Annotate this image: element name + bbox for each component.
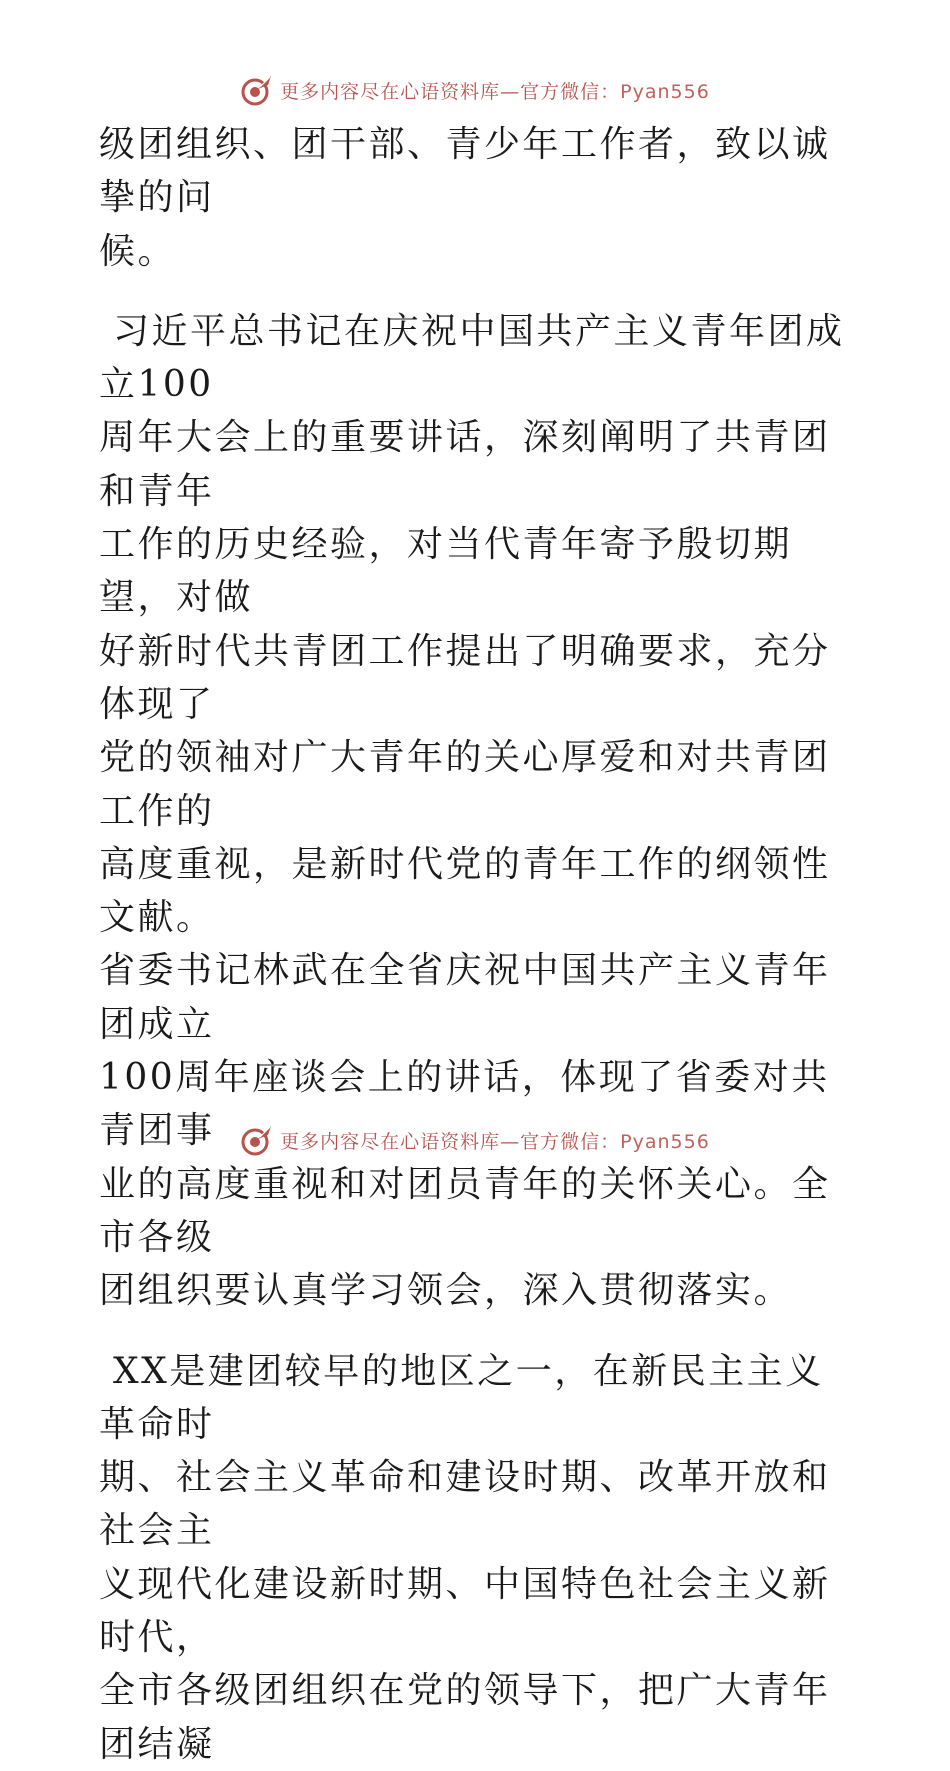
text-line: 工作的历史经验，对当代青年寄予殷切期望，对做 [99,524,793,619]
text-line: XX是建团较早的地区之一，在新民主主义革命时 [99,1350,824,1445]
text-line: 义现代化建设新时期、中国特色社会主义新时代， [99,1563,831,1659]
watermark-wechat-id: Pyan556 [620,80,710,103]
text-line: 省委书记林武在全省庆祝中国共产主义青年团成立 [99,950,831,1045]
text-line: 习近平总书记在庆祝中国共产主义青年团成立100 [99,310,845,406]
footer-watermark [0,1120,950,1160]
text-line: 业的高度重视和对团员青年的关怀关心。全市各级 [99,1163,831,1258]
paragraph-2 [99,305,859,1318]
text-line: 级团组织、团干部、青少年工作者，致以诚挚的问 [99,124,831,219]
header-watermark [0,70,950,110]
text-line: 期、社会主义革命和建设时期、改革开放和社会主 [99,1457,831,1552]
text-line: 100周年座谈会上的讲话，体现了省委对共青团事 [99,1057,830,1152]
quill-logo-icon [240,73,274,107]
quill-logo-icon [240,1123,274,1157]
watermark-text: 更多内容尽在心语资料库—官方微信：Pyan556 [280,80,710,103]
paragraph-3 [99,1345,859,1771]
text-line: 候。 [99,230,177,272]
paragraph-1 [99,118,859,278]
text-line: 周年大会上的重要讲话，深刻阐明了共青团和青年 [99,417,831,512]
watermark-text: 更多内容尽在心语资料库—官方微信：Pyan556 [280,1130,710,1153]
text-line: 好新时代共青团工作提出了明确要求，充分体现了 [99,630,831,725]
document-body [99,118,859,1771]
watermark-wechat-id: Pyan556 [620,1130,710,1153]
text-line: 全市各级团组织在党的领导下，把广大青年团结凝 [99,1670,831,1765]
text-line: 高度重视，是新时代党的青年工作的纲领性文献。 [99,843,831,939]
text-line: 党的领袖对广大青年的关心厚爱和对共青团工作的 [99,737,831,832]
text-line: 团组织要认真学习领会，深入贯彻落实。 [99,1270,793,1312]
